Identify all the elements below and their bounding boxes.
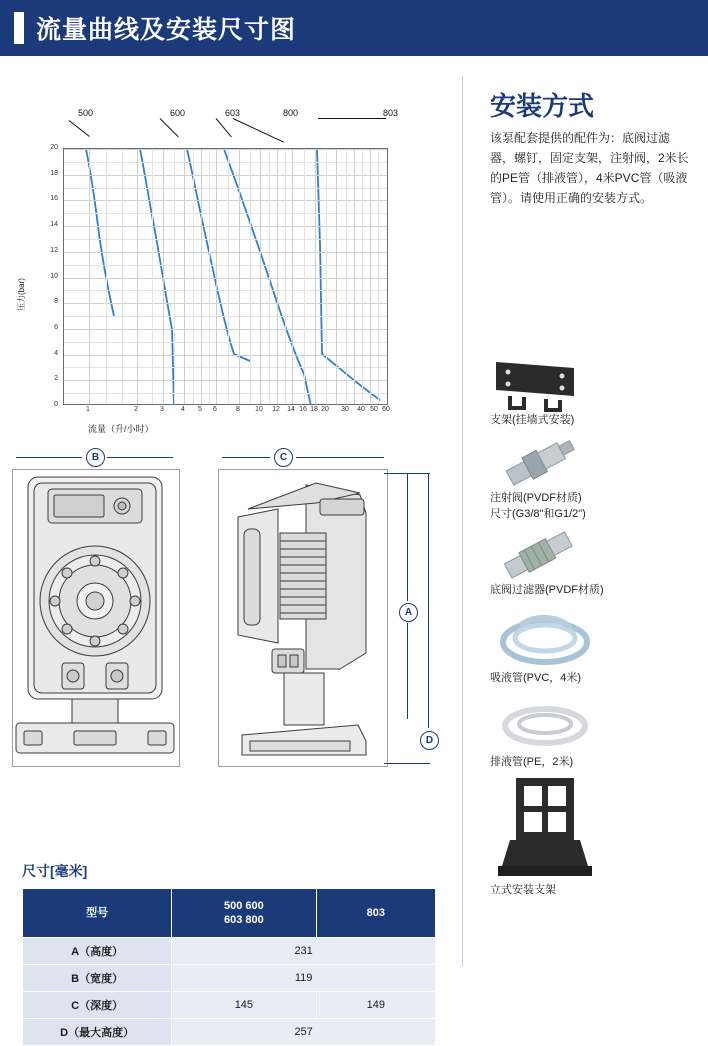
right-column [462, 56, 708, 985]
discharge-tube-icon [490, 696, 600, 754]
table-row [23, 1019, 436, 1046]
chart-plot-area [63, 148, 388, 405]
y-tick: 4 [54, 349, 58, 357]
x-tick: 10 [255, 406, 263, 413]
foot-valve-image [490, 526, 695, 582]
th-group-1-line1: 500 600 [223, 900, 264, 912]
row-value-c-2: 149 [316, 992, 435, 1019]
injection-valve-image [490, 434, 695, 490]
y-tick: 16 [50, 195, 58, 203]
injection-valve-icon [490, 434, 590, 490]
row-value-d: 257 [172, 1019, 436, 1046]
flow-curve-chart [17, 86, 448, 434]
x-tick: 16 [299, 406, 307, 413]
th-group-1 [172, 889, 316, 938]
table-row [23, 965, 436, 992]
x-tick: 18 [310, 406, 318, 413]
table-header-row [23, 889, 436, 938]
floor-stand-caption: 立式安装支架 [490, 884, 556, 896]
row-label-c: C（深度） [23, 992, 172, 1019]
x-tick: 5 [198, 406, 202, 413]
foot-valve-caption: 底阀过滤器(PVDF材质) [490, 584, 604, 596]
curve-label-803: 803 [383, 108, 399, 118]
installation-title: 安装方式 [490, 91, 595, 121]
y-tick: 14 [50, 221, 58, 229]
left-column [0, 56, 460, 1039]
dim-badge-b: B [86, 448, 105, 467]
y-tick: 6 [54, 323, 58, 331]
table-row [23, 938, 436, 965]
curve-label-500: 500 [78, 108, 94, 118]
x-tick: 14 [287, 406, 295, 413]
bracket-caption: 支架(挂墙式安装) [490, 414, 575, 426]
x-tick: 3 [160, 406, 164, 413]
x-tick: 60 [382, 406, 390, 413]
y-tick: 2 [54, 375, 58, 383]
dim-badge-a: A [399, 603, 418, 622]
pump-side-view [220, 473, 386, 765]
accessory-injection-valve [490, 434, 695, 522]
x-tick: 4 [181, 406, 185, 413]
x-tick: 12 [272, 406, 280, 413]
header-accent-bar [14, 12, 24, 44]
x-tick: 6 [213, 406, 217, 413]
chart-x-axis-title: 流量（升/小时） [88, 424, 154, 434]
dims-table [22, 888, 436, 1046]
x-tick: 20 [321, 406, 329, 413]
chart-y-ticks [26, 144, 60, 408]
curve-label-800: 800 [283, 108, 299, 118]
pump-drawings [6, 451, 454, 781]
injection-valve-caption-l2: 尺寸(G3/8"和G1/2") [490, 508, 586, 520]
discharge-tube-caption: 排液管(PE，2米) [490, 756, 574, 768]
column-divider [462, 76, 463, 966]
th-group-1-line2: 603 800 [223, 914, 264, 926]
accessory-foot-valve [490, 526, 695, 598]
page-title: 流量曲线及安装尺寸图 [36, 16, 297, 44]
suction-tube-caption: 吸液管(PVC，4米) [490, 672, 582, 684]
foot-valve-icon [490, 526, 590, 582]
dim-badge-d: D [420, 731, 439, 750]
accessory-discharge-tube [490, 696, 695, 770]
x-tick: 2 [134, 406, 138, 413]
pump-front-view [14, 473, 176, 763]
y-tick: 18 [50, 169, 58, 177]
row-label-a: A（高度） [23, 938, 172, 965]
chart-y-axis-title: 压力(bar) [17, 278, 26, 311]
accessory-bracket [490, 356, 695, 428]
suction-tube-image [490, 608, 695, 670]
injection-valve-caption-l1: 注射阀(PVDF材质) [490, 492, 582, 504]
suction-tube-icon [490, 608, 600, 670]
chart-x-ticks [63, 406, 388, 420]
row-value-b: 119 [172, 965, 436, 992]
floor-stand-icon [490, 774, 600, 882]
y-tick: 10 [50, 272, 58, 280]
bracket-image [490, 356, 695, 412]
bracket-icon [490, 356, 580, 412]
row-label-d: D（最大高度） [23, 1019, 172, 1046]
floor-stand-image [490, 774, 695, 882]
x-tick: 30 [341, 406, 349, 413]
table-row [23, 992, 436, 1019]
y-tick: 20 [50, 144, 58, 151]
row-label-b: B（宽度） [23, 965, 172, 992]
y-tick: 8 [54, 298, 58, 306]
y-tick: 0 [54, 401, 58, 408]
discharge-tube-image [490, 696, 695, 754]
dims-table-title: 尺寸[毫米] [22, 863, 88, 879]
row-value-c-1: 145 [172, 992, 316, 1019]
y-tick: 12 [50, 246, 58, 254]
x-tick: 40 [357, 406, 365, 413]
th-model: 型号 [23, 889, 172, 938]
curve-label-600: 600 [170, 108, 186, 118]
x-tick: 1 [86, 406, 90, 413]
accessory-floor-stand [490, 774, 695, 898]
x-tick: 8 [236, 406, 240, 413]
th-group-2: 803 [316, 889, 435, 938]
page-header [0, 0, 708, 56]
installation-body: 该泵配套提供的配件为：底阀过滤器，螺钉，固定支架，注射阀，2米长的PE管（排液管），4米PVC管（吸液管）。请使用正确的安装方式。 [490, 131, 689, 205]
accessory-suction-tube [490, 608, 695, 686]
row-value-a: 231 [172, 938, 436, 965]
dim-badge-c: C [274, 448, 293, 467]
curve-label-603: 603 [225, 108, 241, 118]
x-tick: 50 [370, 406, 378, 413]
